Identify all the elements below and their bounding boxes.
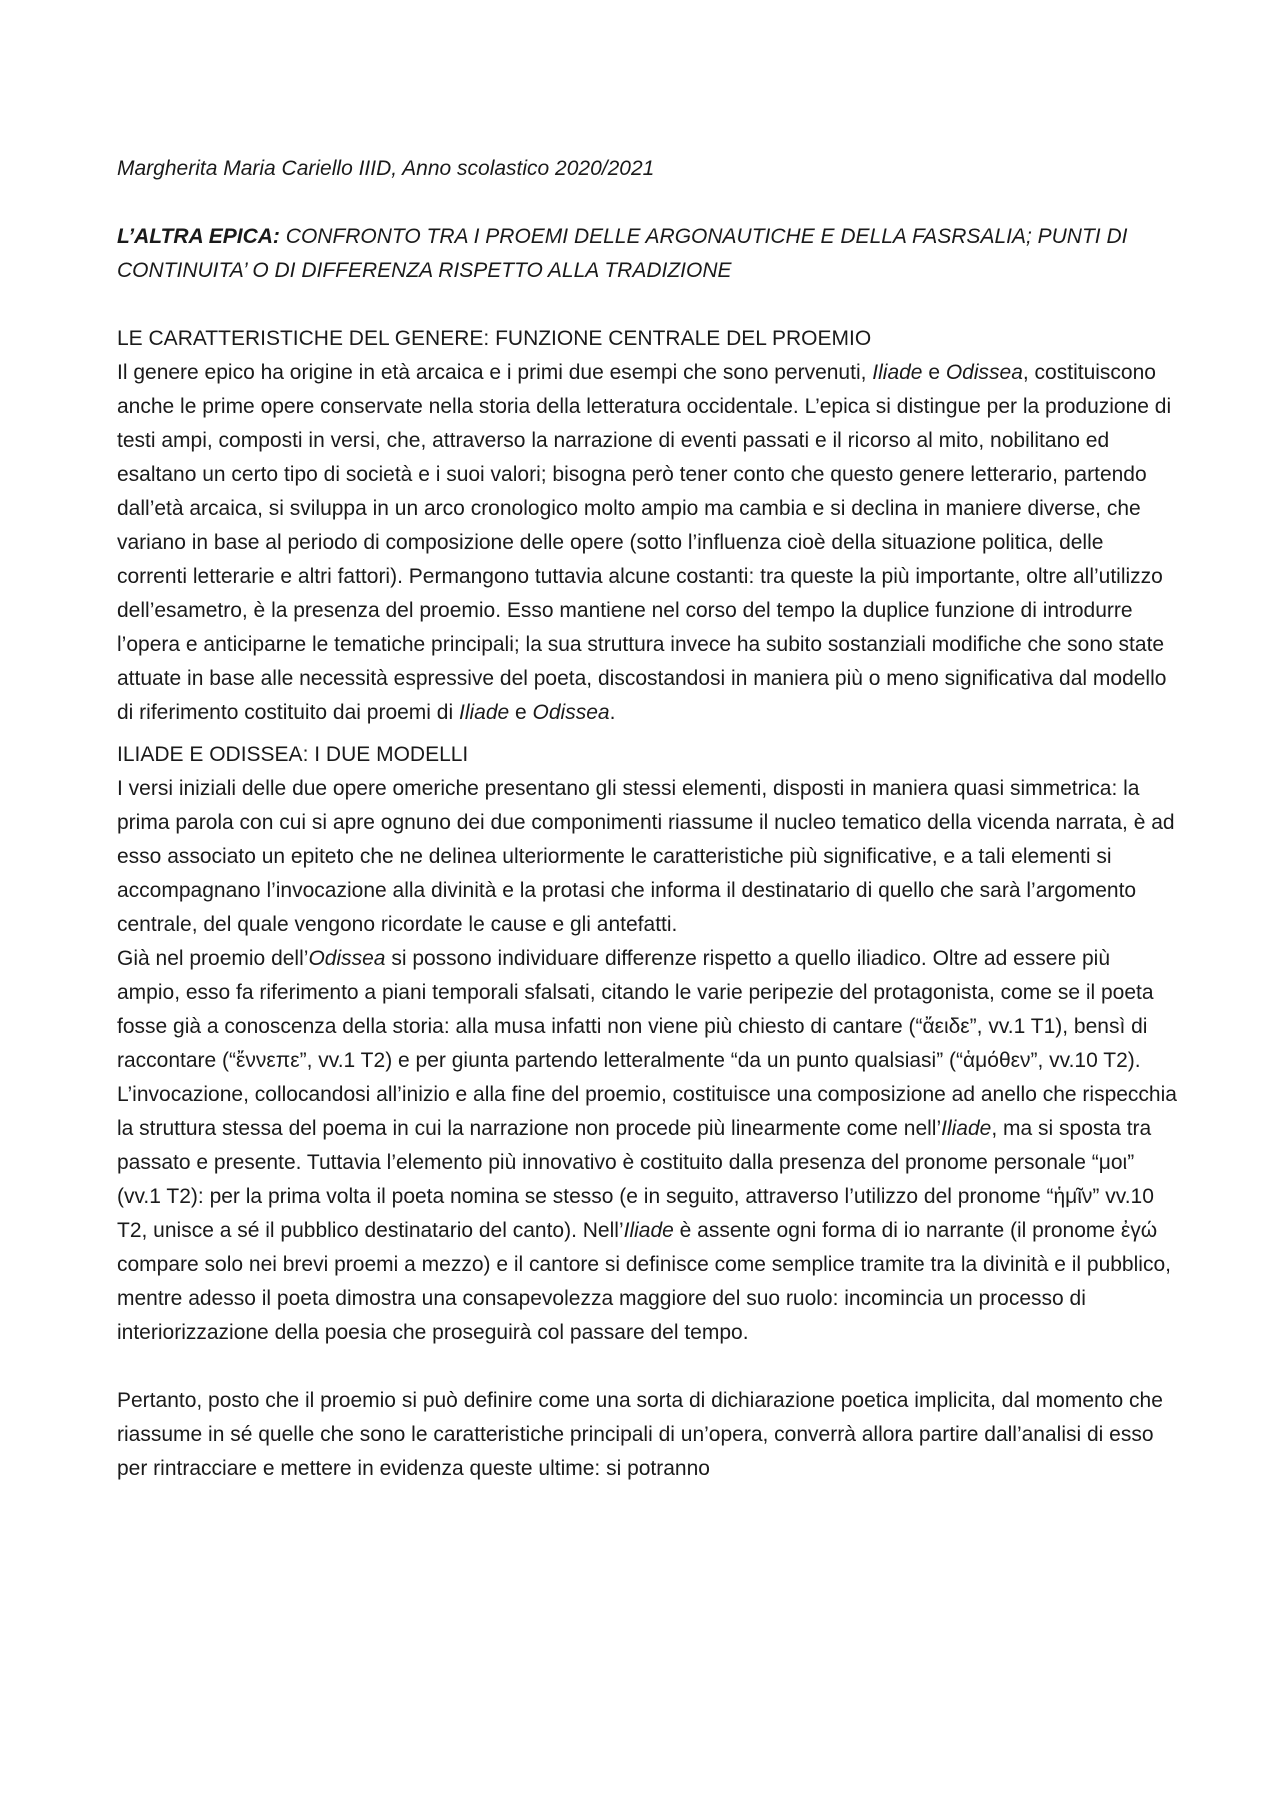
text-run: è assente ogni forma di io narrante (il pronome ἐγώ compare solo nei brevi proemi a mezzo) e il cantore si definisce come semplice tramite tra la divinità e il pubblico, mentre adesso il poeta dimostra una consapevolezza maggiore del suo ruolo: incomincia un processo di interiorizzazione della poesia che proseguirà col passare del tempo. [117, 1219, 1171, 1344]
section-heading-genere: LE CARATTERISTICHE DEL GENERE: FUNZIONE CENTRALE DEL PROEMIO [117, 327, 872, 350]
paragraph-pertanto: Pertanto, posto che il proemio si può definire come una sorta di dichiarazione poetica implicita, dal momento che riassume in sé quelle che sono le caratteristiche principali di un’opera, converrà allora partire dall’analisi di esso per rintracciare e mettere in evidenza queste ultime: si potranno [117, 1389, 1163, 1480]
title-bold-part: L’ALTRA EPICA: [117, 225, 280, 248]
text-run: Già nel proemio dell’ [117, 947, 309, 970]
document-title [117, 220, 1177, 288]
text-run: . [609, 701, 616, 724]
paragraph-genere [117, 356, 1177, 730]
text-run: , ma si sposta tra passato e presente. Tuttavia l’elemento più innovativo è costituito dalla presenza del pronome personale “μοι” (vv.1 T2): per la prima volta il poeta nomina se stesso (e in seguito, attraverso l’utilizzo del pronome “ἡμῖν” vv.10 T2, unisce a sé il pubblico destinatario del canto). Nell’ [117, 1117, 1154, 1242]
paragraph-modelli-1: I versi iniziali delle due opere omeriche presentano gli stessi elementi, disposti in maniera quasi simmetrica: la prima parola con cui si apre ognuno dei due componimenti riassume il nucleo tematico della vicenda narrata, è ad esso associato un epiteto che ne delinea ulteriormente le caratteristiche più significative, e a tali elementi si accompagnano l’invocazione alla divinità e la protasi che informa il destinatario di quello che sarà l’argomento centrale, del quale vengono ricordate le cause e gli antefatti. [117, 777, 1175, 936]
document-page [117, 152, 1177, 1486]
text-run-italic: Iliade [623, 1219, 674, 1242]
text-run-italic: Odissea [308, 947, 386, 970]
text-run: , costituiscono anche le prime opere conservate nella storia della letteratura occidentale. L’epica si distingue per la produzione di testi ampi, composti in versi, che, attraverso la narrazione di eventi passati e il ricorso al mito, nobilitano ed esaltano un certo tipo di società e i suoi valori; bisogna però tener conto che questo genere letterario, partendo dall’età arcaica, si sviluppa in un arco cronologico molto ampio ma cambia e si declina in maniere diverse, che variano in base al periodo di composizione delle opere (sotto l’influenza cioè della situazione politica, delle correnti letterarie e altri fattori). Permangono tuttavia alcune costanti: tra queste la più importante, oltre all’utilizzo dell’esametro, è la presenza del proemio. Esso mantiene nel corso del tempo la duplice funzione di introdurre l’opera e anticiparne le tematiche principali; la sua struttura invece ha subito sostanziali modifiche che sono state attuate in base alle necessità espressive del poeta, discostandosi in maniera più o meno significativa dal modello di riferimento costituito dai proemi di [117, 361, 1172, 724]
section-heading-modelli: ILIADE E ODISSEA: I DUE MODELLI [117, 743, 469, 766]
paragraph-modelli-2 [117, 942, 1177, 1350]
text-run-italic: Iliade [941, 1117, 992, 1140]
text-run-italic: Iliade [872, 361, 923, 384]
text-run: e [922, 361, 946, 384]
text-run-italic: Iliade [458, 701, 510, 724]
text-run-italic: Odissea [945, 361, 1023, 384]
text-run: si possono individuare differenze rispetto a quello iliadico. Oltre ad essere più ampio, esso fa riferimento a piani temporali sfalsati, citando le varie peripezie del protagonista, come se il poeta fosse già a conoscenza della storia: alla musa infatti non viene più chiesto di cantare (“ἄειδε”, vv.1 T1), bensì di raccontare (“ἔννεπε”, vv.1 T2) e per giunta partendo letteralmente “da un punto qualsiasi” (“ἁμόθεν”, vv.10 T2). L’invocazione, collocandosi all’inizio e alla fine del proemio, costituisce una composizione ad anello che rispecchia la struttura stessa del poema in cui la narrazione non procede più linearmente come nell’ [117, 947, 1177, 1140]
author-line: Margherita Maria Cariello IIID, Anno scolastico 2020/2021 [117, 157, 655, 180]
text-run-italic: Odissea [532, 701, 610, 724]
title-line2: CONTINUITA’ O DI DIFFERENZA RISPETTO ALLA TRADIZIONE [117, 259, 732, 282]
text-run: e [509, 701, 533, 724]
text-run: Il genere epico ha origine in età arcaica e i primi due esempi che sono pervenuti, [117, 361, 873, 384]
title-rest: CONFRONTO TRA I PROEMI DELLE ARGONAUTICHE E DELLA FASRSALIA; PUNTI DI [279, 225, 1128, 248]
